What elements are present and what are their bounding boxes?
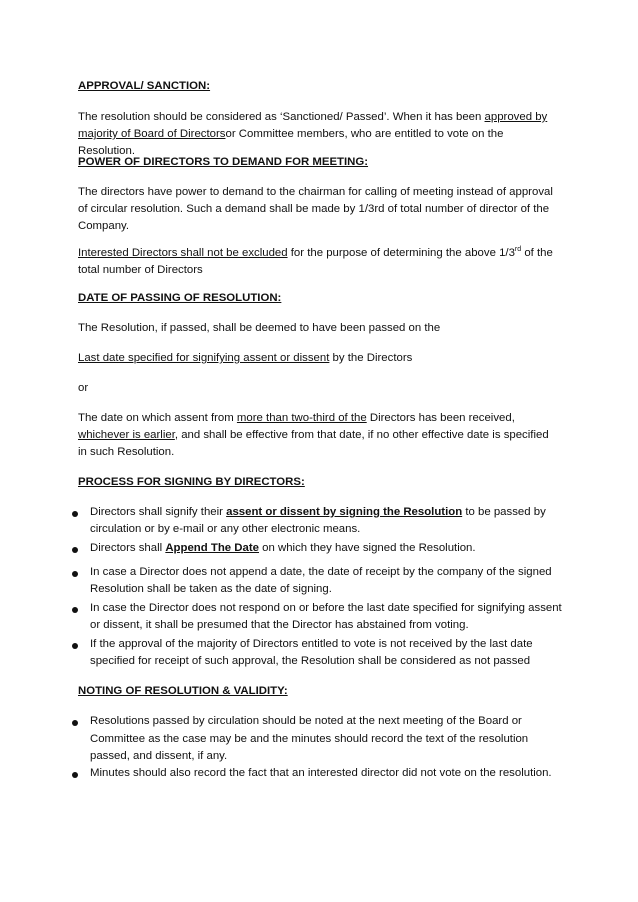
bullet-dot (72, 511, 78, 517)
process-b2-text-b: on which they have signed the Resolution. (259, 542, 476, 554)
power-heading: POWER OF DIRECTORS TO DEMAND FOR MEETING: (78, 156, 369, 168)
process-b1-text-b: to be passed by circulation or by e-mail or any other electronic means. (90, 506, 546, 535)
date3-underlined-1: more than two-third of the (236, 412, 367, 424)
date3-text-a: The date on which assent from (78, 412, 237, 424)
date-paragraph-3 (78, 410, 553, 461)
date-or: or (78, 382, 89, 394)
date3-text-b: Directors has been received, (366, 412, 515, 424)
bullet-dot (72, 607, 78, 613)
bullet-dot (72, 720, 78, 726)
bullet-dot (72, 643, 78, 649)
process-bullet-2 (90, 540, 565, 557)
approval-heading: APPROVAL/ SANCTION: (78, 80, 211, 92)
approval-underlined: approved by majority of Board of Directors (78, 111, 548, 140)
approval-text-a: The resolution should be considered as ‘Sanctioned/ Passed’. When it has been (78, 111, 485, 123)
process-heading: PROCESS FOR SIGNING BY DIRECTORS: (78, 476, 305, 488)
date-paragraph-1: The Resolution, if passed, shall be deemed to have been passed on the (78, 322, 441, 334)
bullet-dot (72, 772, 78, 778)
process-b1-text-a: Directors shall signify their (90, 506, 227, 518)
date-underlined: Last date specified for signifying assent or dissent (78, 352, 330, 364)
power-text-b: of the total number of Directors (78, 247, 553, 276)
process-bullet-5: If the approval of the majority of Directors entitled to vote is not received by the last date specified for receipt of such approval, the Resolution shall be considered as not passed (90, 638, 533, 667)
process-b2-text-a: Directors shall (90, 542, 166, 554)
power-paragraph-1: The directors have power to demand to the chairman for calling of meeting instead of approval of circular resolution. Such a demand shall be made by 1/3rd of total number of director of the Company. (78, 186, 553, 232)
process-b1-bold: assent or dissent by signing the Resolution (226, 506, 463, 518)
noting-heading: NOTING OF RESOLUTION & VALIDITY: (78, 685, 288, 697)
bullet-dot (72, 547, 78, 553)
power-superscript: rd (514, 246, 522, 254)
process-bullet-1 (90, 504, 565, 538)
process-bullet-4: In case the Director does not respond on or before the last date specified for signifying assent or dissent, it shall be presumed that the Director has abstained from voting. (90, 602, 562, 631)
date3-underlined-2: whichever is earlier (78, 429, 175, 441)
date-paragraph-2 (78, 350, 563, 367)
approval-paragraph (78, 109, 563, 160)
date-text-b: by the Directors (329, 352, 413, 364)
date-heading: DATE OF PASSING OF RESOLUTION: (78, 292, 282, 304)
power-paragraph-2 (78, 245, 563, 279)
noting-bullet-2: Minutes should also record the fact that an interested director did not vote on the resolution. (90, 767, 552, 779)
bullet-dot (72, 571, 78, 577)
power-underlined: Interested Directors shall not be excluded (78, 247, 288, 259)
noting-bullet-1: Resolutions passed by circulation should be noted at the next meeting of the Board or Committee as the case may be and the minutes should record the text of the resolution passed, and dissent, if any. (90, 715, 529, 762)
approval-text-b: or Committee members, who are entitled to vote on the Resolution. (78, 128, 504, 157)
process-b2-bold: Append The Date (165, 542, 259, 554)
date3-text-c: , and shall be effective from that date, if no other effective date is specified in such Resolution. (78, 429, 549, 458)
power-text-a: for the purpose of determining the above 1/3 (287, 247, 515, 259)
process-bullet-3: In case a Director does not append a date, the date of receipt by the company of the signed Resolution shall be taken as the date of signing. (90, 566, 552, 595)
